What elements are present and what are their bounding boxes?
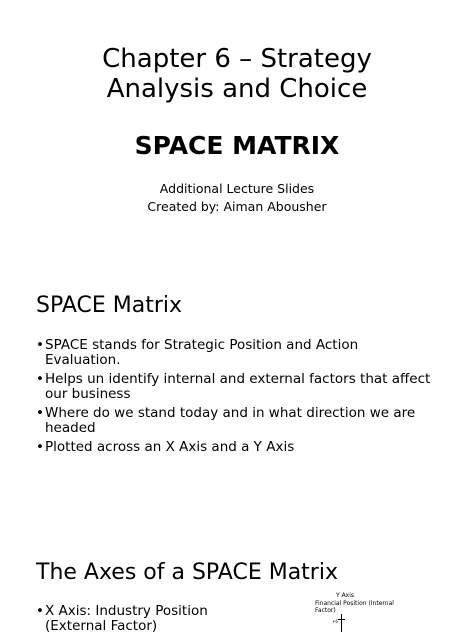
bullet-item	[36, 338, 436, 368]
slide-axes	[0, 540, 474, 632]
axis-figure	[300, 592, 460, 632]
chapter-title-line2: Analysis and Choice	[106, 74, 368, 104]
bullet-text: Where do we stand today and in what direction we are headed	[45, 405, 416, 436]
y-axis-line	[341, 614, 342, 632]
bullet-marker: •	[36, 337, 44, 353]
chapter-title	[0, 44, 474, 104]
bullet-marker: •	[36, 371, 44, 387]
bullet-text: X Axis: Industry Position (External Factor)	[45, 603, 208, 632]
bullet-item	[36, 604, 256, 632]
credits	[0, 180, 474, 216]
bullet-text: Plotted across an X Axis and a Y Axis	[45, 439, 295, 455]
bullet-list	[36, 338, 436, 459]
bullet-item	[36, 440, 436, 455]
credits-line1: Additional Lecture Slides	[159, 181, 315, 196]
slide-title	[0, 0, 474, 262]
bullet-text: Helps un identify internal and external factors that affect our business	[45, 371, 431, 402]
bullet-marker: •	[36, 439, 44, 455]
bullet-text: SPACE stands for Strategic Position and Action Evaluation.	[45, 337, 359, 368]
bullet-item	[36, 406, 436, 436]
axis-tick-label: +6	[332, 619, 338, 624]
chapter-title-line1: Chapter 6 – Strategy	[102, 44, 372, 74]
space-matrix-subtitle: SPACE MATRIX	[134, 131, 340, 160]
bullet-marker: •	[36, 603, 44, 619]
y-axis-subtitle: Financial Position (Internal Factor)	[315, 600, 394, 614]
slide-space-matrix	[0, 270, 474, 520]
slide-heading: SPACE Matrix	[36, 293, 183, 318]
bullet-marker: •	[36, 405, 44, 421]
credits-line2: Created by: Aiman Abousher	[147, 199, 327, 214]
axis-tick-mark	[338, 619, 345, 620]
y-axis-title: Y Axis	[336, 592, 355, 599]
bullet-list	[36, 604, 256, 632]
slide-heading: The Axes of a SPACE Matrix	[36, 560, 338, 585]
bullet-item	[36, 372, 436, 402]
